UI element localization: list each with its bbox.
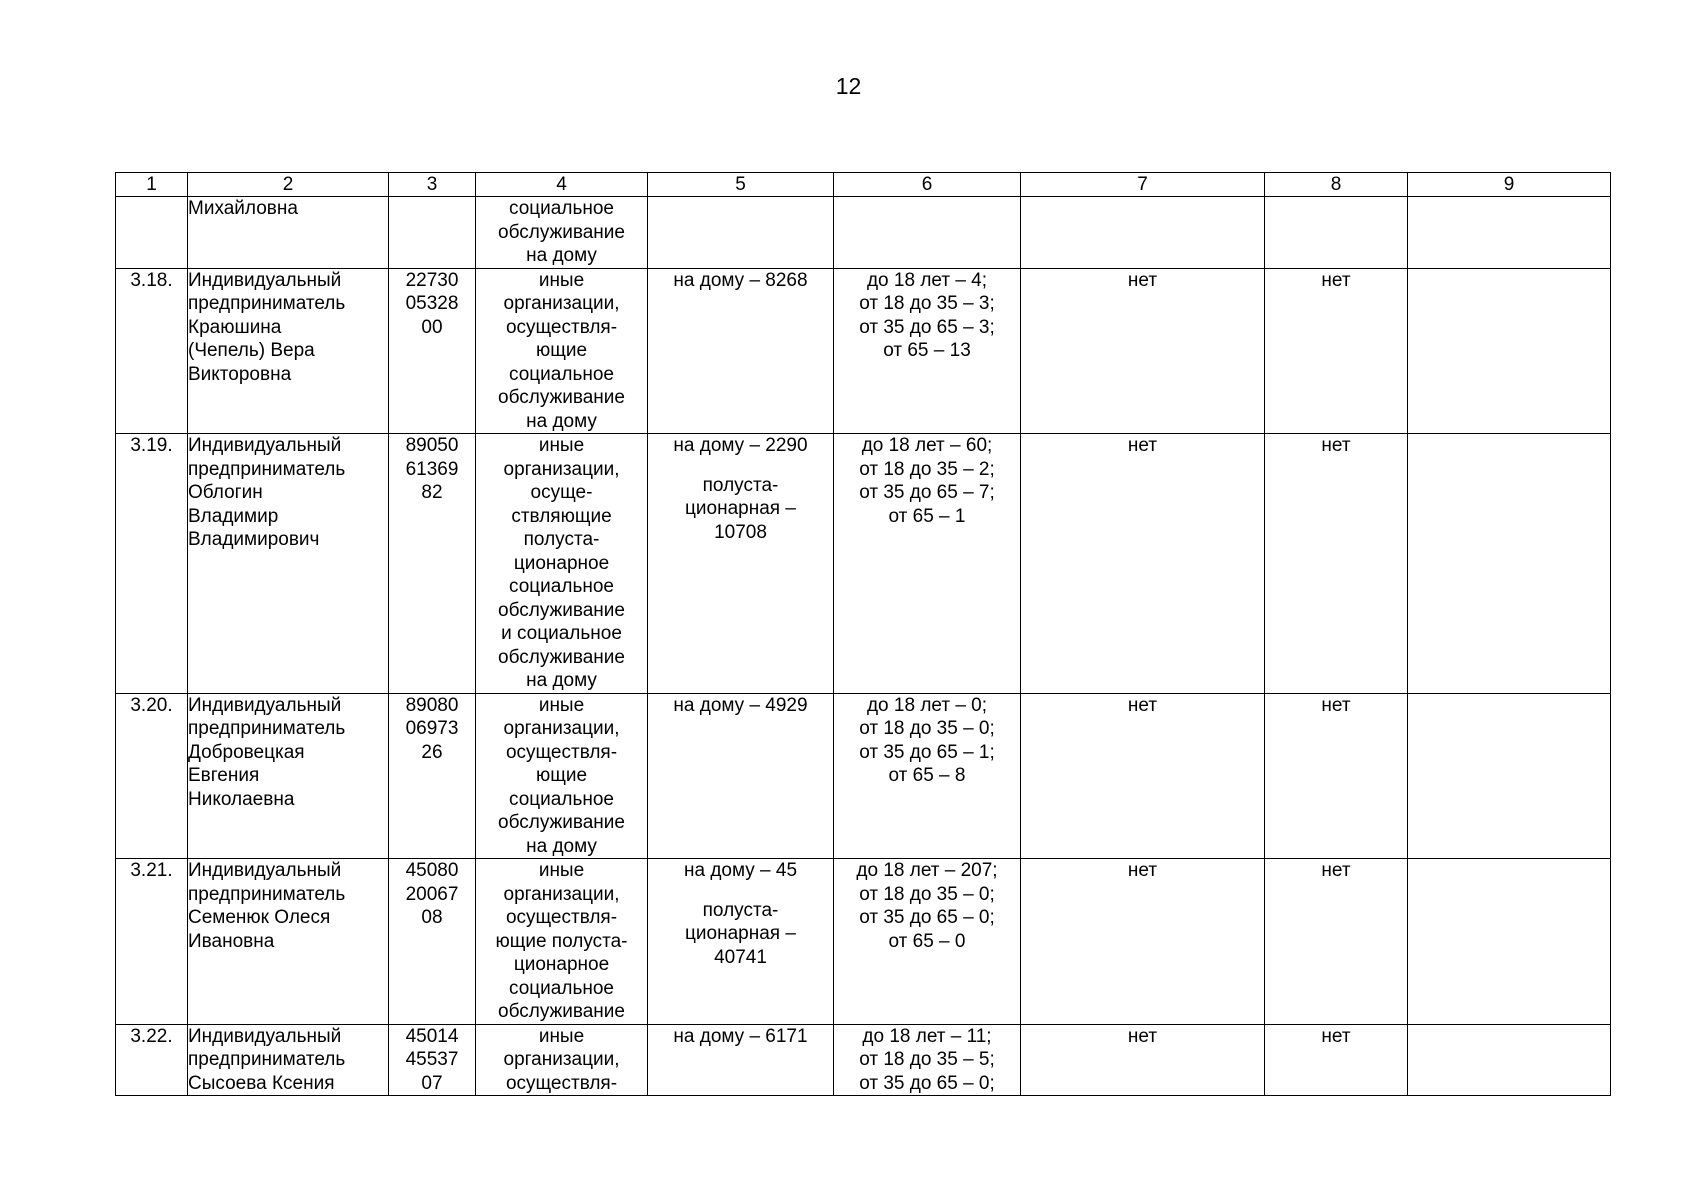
provider-name-cell-line: Краюшина [188,316,282,338]
provider-name-cell-line: предприниматель [188,883,346,905]
age-groups-cell-line: от 65 – 8 [888,765,966,786]
capacity-cell-line: на дому – 4929 [673,694,808,716]
age-groups-cell-line: от 65 – 0 [888,930,966,952]
age-groups-cell-line: от 35 до 65 – 3; [859,316,995,338]
row-number-cell: 3.20. [116,693,188,859]
provider-name-cell-line: предприниматель [188,293,346,314]
organization-type-cell [476,434,648,694]
table-row [116,693,1611,859]
age-groups-cell-line: до 18 лет – 4; [866,269,988,291]
age-groups-cell-line: от 65 – 1 [888,505,966,527]
age-groups-cell [834,197,1021,269]
provider-name-cell-line: Владимир [188,505,279,527]
capacity-cell-line: полуста- [702,474,779,496]
inn-cell-line: 08 [421,907,443,928]
provider-name-cell-line: Викторовна [188,363,292,385]
capacity-cell-line: на дому – 45 [683,860,798,881]
capacity-cell-line: на дому – 6171 [673,1025,808,1047]
organization-type-cell-line: организации, [503,458,620,480]
organization-type-cell-line: организации, [503,293,620,314]
column-7-cell: нет [1021,268,1265,434]
organization-type-cell-line: организации, [503,718,620,739]
organization-type-cell-line: обслуживание [498,812,625,833]
provider-name-cell-line: Индивидуальный [188,694,342,716]
provider-name-cell-line: Индивидуальный [188,435,342,456]
organization-type-cell-line: социальное [509,977,614,999]
organization-type-cell-line: осуществля- [505,1072,618,1094]
capacity-cell [648,197,834,269]
organization-type-cell-line: социальное [509,363,614,385]
age-groups-cell-line: до 18 лет – 60; [861,435,993,456]
header-row [116,173,1611,197]
header-cell: 3 [389,173,476,197]
column-8-cell: нет [1265,1024,1408,1096]
table-row [116,197,1611,269]
provider-name-cell-line: Михайловна [188,198,298,219]
organization-type-cell-line: на дому [526,410,597,432]
provider-name-cell [188,434,389,694]
provider-name-cell-line: Сысоева Ксения [188,1072,335,1094]
organization-type-cell [476,859,648,1025]
capacity-cell-line: на дому – 2290 [673,435,808,456]
capacity-cell-line: ционарная – [685,923,796,944]
header-cell: 9 [1408,173,1611,197]
column-8-cell: нет [1265,693,1408,859]
capacity-cell [648,434,834,694]
column-7-cell [1021,197,1265,269]
organization-type-cell-line: иные [538,1025,585,1047]
age-groups-cell [834,693,1021,859]
provider-name-cell [188,268,389,434]
inn-cell-line: 45014 [405,1025,459,1047]
provider-name-cell-line: Ивановна [188,930,275,952]
capacity-cell [648,268,834,434]
header-cell: 5 [648,173,834,197]
row-number-cell [116,197,188,269]
provider-name-cell-line: (Чепель) Вера [188,340,315,361]
capacity-cell [648,693,834,859]
capacity-cell [648,1024,834,1096]
age-groups-cell-line: от 18 до 35 – 5; [859,1049,995,1070]
inn-cell [389,434,476,694]
organization-type-cell-line: иные [538,860,585,881]
organization-type-cell-line: обслуживание [498,387,625,408]
provider-name-cell-line: Индивидуальный [188,1025,342,1047]
capacity-cell [648,859,834,1025]
organization-type-cell-line: ствляющие [511,505,612,527]
organization-type-cell-line: иные [538,269,585,291]
organization-type-cell-line: ционарное [513,954,610,975]
organization-type-cell-line: обслуживание [498,646,625,668]
column-9-cell [1408,268,1611,434]
capacity-cell-line [648,458,833,474]
age-groups-cell-line: от 18 до 35 – 0; [859,718,995,739]
inn-cell-line: 20067 [405,883,459,905]
column-7-cell: нет [1021,693,1265,859]
inn-cell-line: 45080 [405,860,459,881]
organization-type-cell-line: ющие [535,340,588,361]
age-groups-cell [834,1024,1021,1096]
provider-name-cell-line: предприниматель [188,718,346,739]
organization-type-cell [476,693,648,859]
organization-type-cell-line: социальное [509,788,614,810]
organization-type-cell-line: полуста- [523,529,600,550]
age-groups-cell-line: от 35 до 65 – 1; [859,741,995,763]
inn-cell-line: 89080 [405,694,459,716]
header-cell: 1 [116,173,188,197]
age-groups-cell-line: от 18 до 35 – 2; [859,458,995,480]
organization-type-cell-line: осуществля- [505,741,618,763]
column-7-cell: нет [1021,1024,1265,1096]
capacity-cell-line [648,883,833,899]
capacity-cell-line: ционарная – [685,498,796,519]
column-7-cell: нет [1021,434,1265,694]
age-groups-cell-line: от 35 до 65 – 7; [859,482,995,503]
provider-name-cell-line: Евгения [188,765,260,786]
inn-cell-line: 61369 [405,458,459,480]
inn-cell-line: 00 [421,316,443,338]
inn-cell [389,1024,476,1096]
services-table [115,172,1611,1096]
column-7-cell: нет [1021,859,1265,1025]
table-row [116,268,1611,434]
organization-type-cell-line: социальное [509,198,614,219]
age-groups-cell-line: от 18 до 35 – 3; [859,293,995,314]
provider-name-cell-line: Индивидуальный [188,860,342,881]
provider-name-cell-line: предприниматель [188,458,346,480]
table-row [116,859,1611,1025]
row-number-cell: 3.21. [116,859,188,1025]
age-groups-cell [834,859,1021,1025]
provider-name-cell [188,1024,389,1096]
inn-cell-line: 06973 [405,718,459,739]
organization-type-cell-line: обслуживание [498,599,625,621]
organization-type-cell [476,268,648,434]
column-8-cell [1265,197,1408,269]
provider-name-cell-line: предприниматель [188,1049,346,1070]
organization-type-cell-line: осуще- [530,482,593,503]
organization-type-cell-line: ющие полуста- [495,930,628,952]
page-number: 12 [835,73,862,99]
row-number-cell: 3.22. [116,1024,188,1096]
age-groups-cell-line: от 65 – 13 [883,340,971,361]
header-cell: 2 [188,173,389,197]
organization-type-cell-line: на дому [526,835,597,857]
capacity-cell-line: полуста- [702,899,779,921]
inn-cell-line: 82 [421,482,443,503]
column-9-cell [1408,434,1611,694]
capacity-cell-line: на дому – 8268 [673,269,808,291]
age-groups-cell-line: от 18 до 35 – 0; [859,883,995,905]
header-cell: 6 [834,173,1021,197]
organization-type-cell [476,197,648,269]
provider-name-cell [188,693,389,859]
provider-name-cell [188,197,389,269]
column-8-cell: нет [1265,434,1408,694]
row-number-cell: 3.18. [116,268,188,434]
inn-cell-line: 05328 [405,293,459,314]
column-9-cell [1408,693,1611,859]
inn-cell [389,197,476,269]
header-cell: 8 [1265,173,1408,197]
organization-type-cell [476,1024,648,1096]
provider-name-cell [188,859,389,1025]
inn-cell-line: 22730 [405,269,459,291]
organization-type-cell-line: на дому [526,245,597,266]
provider-name-cell-line: Семенюк Олеся [188,907,331,928]
provider-name-cell-line: Добровецкая [188,741,305,763]
organization-type-cell-line: осуществля- [505,316,618,338]
provider-name-cell-line: Индивидуальный [188,269,342,291]
table-row [116,434,1611,694]
provider-name-cell-line: Облогин [188,482,263,503]
organization-type-cell-line: обслуживание [498,221,625,243]
column-9-cell [1408,1024,1611,1096]
capacity-cell-line: 10708 [714,521,767,543]
organization-type-cell-line: организации, [503,1049,620,1070]
organization-type-cell-line: иные [538,694,585,716]
organization-type-cell-line: ционарное [513,552,610,574]
organization-type-cell-line: на дому [526,670,597,691]
table-row [116,1024,1611,1096]
age-groups-cell [834,268,1021,434]
inn-cell [389,268,476,434]
age-groups-cell-line: от 35 до 65 – 0; [859,907,995,928]
column-9-cell [1408,197,1611,269]
inn-cell-line: 26 [421,741,443,763]
organization-type-cell-line: социальное [509,576,614,597]
organization-type-cell-line: организации, [503,883,620,905]
header-cell: 7 [1021,173,1265,197]
organization-type-cell-line: обслуживание [498,1001,625,1022]
column-8-cell: нет [1265,268,1408,434]
organization-type-cell-line: и социальное [501,623,622,644]
inn-cell [389,693,476,859]
organization-type-cell-line: ющие [535,765,588,786]
header-cell: 4 [476,173,648,197]
inn-cell-line: 07 [421,1072,443,1094]
age-groups-cell [834,434,1021,694]
organization-type-cell-line: иные [538,435,585,456]
inn-cell [389,859,476,1025]
row-number-cell: 3.19. [116,434,188,694]
column-9-cell [1408,859,1611,1025]
inn-cell-line: 45537 [405,1049,459,1070]
age-groups-cell-line: до 18 лет – 207; [856,860,998,881]
age-groups-cell-line: от 35 до 65 – 0; [859,1072,995,1094]
provider-name-cell-line: Николаевна [188,788,295,810]
provider-name-cell-line: Владимирович [188,529,320,550]
inn-cell-line: 89050 [405,435,459,456]
age-groups-cell-line: до 18 лет – 0; [866,694,988,716]
capacity-cell-line: 40741 [714,946,767,968]
organization-type-cell-line: осуществля- [505,907,618,928]
column-8-cell: нет [1265,859,1408,1025]
age-groups-cell-line: до 18 лет – 11; [862,1025,992,1047]
